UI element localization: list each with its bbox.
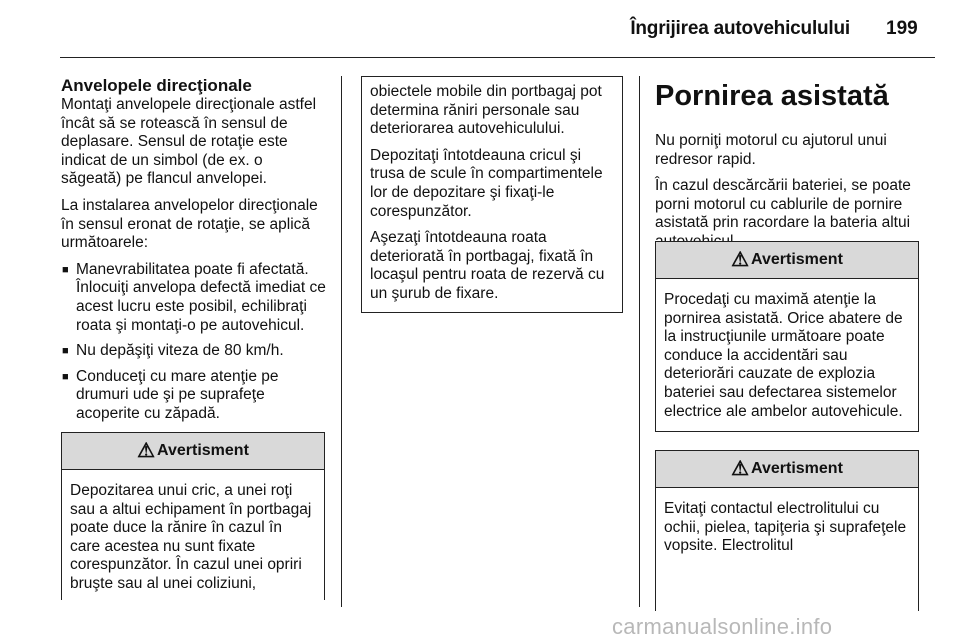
right-column [655, 80, 930, 260]
page-header-title: Îngrijirea autovehiculului [630, 18, 850, 39]
warning-header: ⚠ Avertisment [656, 451, 918, 488]
warning-box [61, 432, 325, 600]
warning-text: Depozitarea unui cric, a unei roţi sau a altui echipament în portbagaj poate duce la rănire în cazul în care acestea nu sunt fixate corespunzător. În cazul unei opriri bruşte sau al unei coliziuni, [70, 482, 312, 592]
section-title-jump-starting: Pornirea asistată [655, 80, 889, 112]
column-divider-1 [341, 76, 342, 607]
warning-box-continued [361, 76, 623, 313]
square-bullet-icon: ■ [62, 263, 69, 276]
page-number: 199 [886, 18, 918, 39]
warning-text-continued: obiectele mobile din portbagaj pot determina răniri personale sau deteriorarea autovehiculului. Depozitaţi întotdeauna cricul şi trusa de scule în compartimentele lor de depozitare şi fixaţi-le corespunzător. Aşezaţi întotdeauna roata deteriorată în portbagaj, fixată în locaşul pentru roata de rezervă cu un şurub de fixare. [370, 83, 605, 302]
paragraph: Montaţi anvelopele direcţionale astfel încât să se rotească în sensul de deplasare. Sensul de rotaţie este indicat de un simbol (de ex. o săgeată) pe flancul anvelopei. [61, 96, 317, 188]
warning-triangle-icon: ⚠ [731, 249, 750, 271]
header-rule [60, 57, 935, 58]
warning-triangle-icon: ⚠ [731, 458, 750, 480]
left-column [61, 76, 327, 431]
paragraph: În cazul descărcării bateriei, se poate porni motorul cu cablurile de pornire asistată prin racordare la bateria altui [655, 177, 911, 232]
warning-triangle-icon: ⚠ [137, 440, 156, 462]
bullet-list [61, 261, 327, 424]
warning-text: Procedaţi cu maximă atenţie la pornirea asistată. Orice abatere de la instrucţiunile următoare poate conduce la accidentări sau deteriorări cauzate de explozia bateriei sau defectarea sistemelor electrice ale ambelor autovehicule. [664, 291, 903, 420]
list-item: ■ Conduceţi cu mare atenţie pe drumuri ude şi pe suprafeţe acoperite cu zăpadă. [62, 367, 279, 422]
watermark: carmanualsonline.info [612, 614, 833, 639]
warning-text: Evitaţi contactul electrolitului cu ochii, pielea, tapiţeria şi suprafeţele vopsite. Electrolitul [664, 500, 907, 555]
warning-header: ⚠ Avertisment [62, 433, 324, 470]
warning-header: ⚠ Avertisment [656, 242, 918, 279]
square-bullet-icon: ■ [62, 370, 69, 383]
list-item: ■ Manevrabilitatea poate fi afectată. Înlocuiţi anvelopa defectă imediat ce acest lucru este posibil, echilibraţi roata şi montaţi-o pe autovehicul. [62, 260, 326, 334]
square-bullet-icon: ■ [62, 345, 69, 358]
warning-box [655, 241, 919, 432]
list-item: ■ Nu depăşiţi viteza de 80 km/h. [62, 342, 284, 360]
column-divider-2 [639, 76, 640, 607]
section-title-directional-tyres: Anvelopele direcţionale [61, 76, 252, 95]
paragraph: Nu porniţi motorul cu ajutorul unui redresor rapid. [655, 132, 887, 168]
warning-box [655, 450, 919, 611]
paragraph: La instalarea anvelopelor direcţionale în sensul eronat de rotaţie, se aplică următoarele: [61, 196, 318, 252]
